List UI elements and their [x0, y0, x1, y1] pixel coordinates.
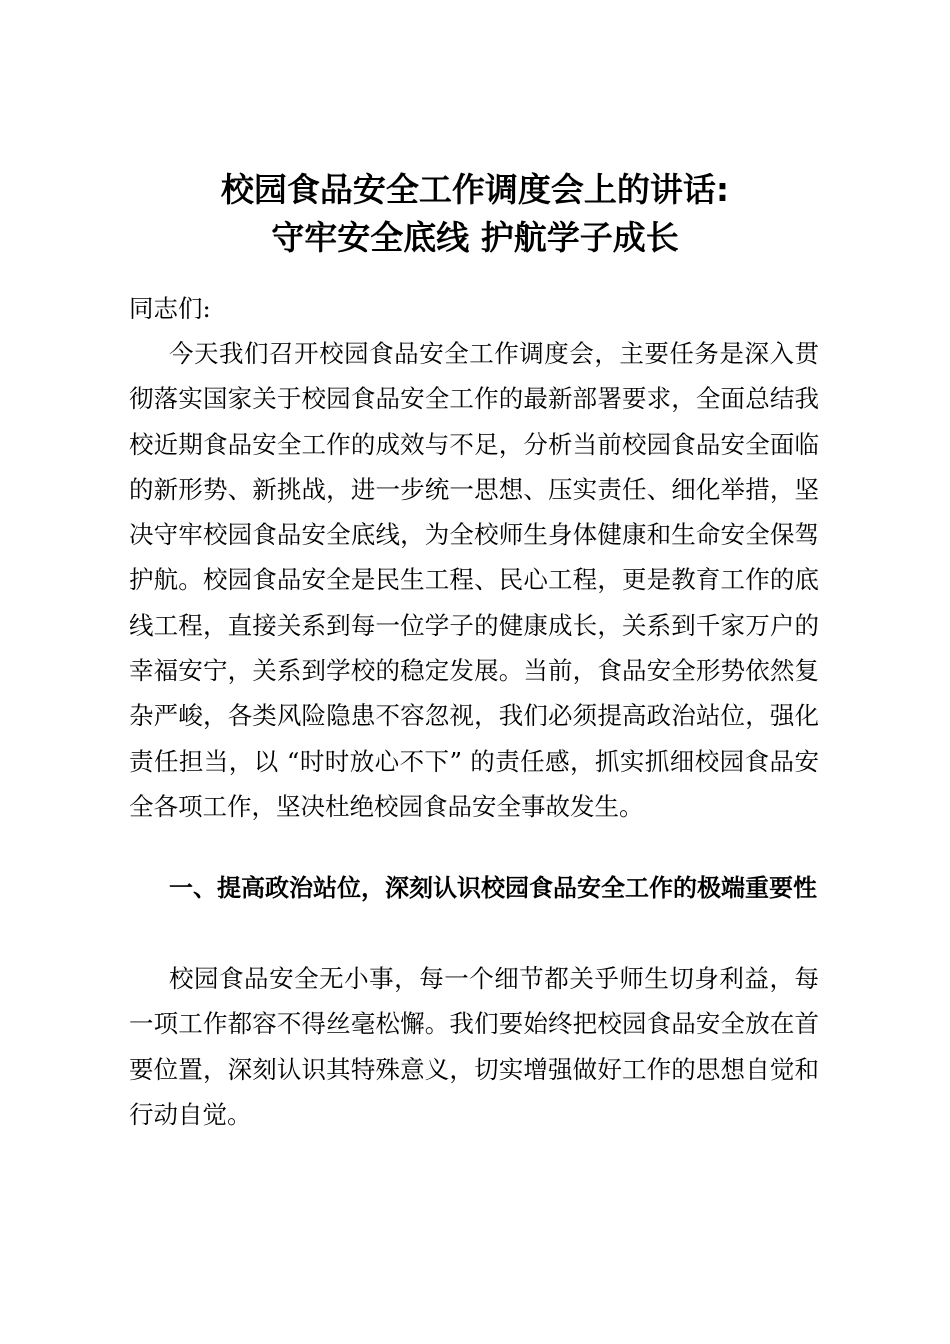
document-title-line-2: 守牢安全底线 护航学子成长 [271, 218, 679, 257]
document-title-line-1: 校园食品安全工作调度会上的讲话: [220, 170, 730, 209]
intro-paragraph: 今天我们召开校园食品安全工作调度会，主要任务是深入贯彻落实国家关于校园食品安全工作的最新部署要求，全面总结我校近期食品安全工作的成效与不足，分析当前校园食品安全面临的新形势、新挑战，进一步统一思想、压实责任、细化举措，坚决守牢校园食品安全底线，为全校师生身体健康和生命安全保驾护航。校园食品安全是民生工程、民心工程，更是教育工作的底线工程，直接关系到每一位学子的健康成长，关系到千家万户的幸福安宁，关系到学校的稳定发展。当前，食品安全形势依然复杂严峻，各类风险隐患不容忽视，我们必须提高政治站位，强化责任担当，以 “时时放心不下” 的责任感，抓实抓细校园食品安全各项工作，坚决杜绝校园食品安全事故发生。 [129, 339, 819, 821]
section-heading-1: 一、提高政治站位，深刻认识校园食品安全工作的极端重要性 [169, 874, 817, 902]
section-1-paragraph: 校园食品安全无小事，每一个细节都关乎师生切身利益，每一项工作都容不得丝毫松懈。我们要始终把校园食品安全放在首要位置，深刻认识其特殊意义，切实增强做好工作的思想自觉和行动自觉。 [129, 964, 819, 1129]
salutation: 同志们: [129, 294, 211, 323]
